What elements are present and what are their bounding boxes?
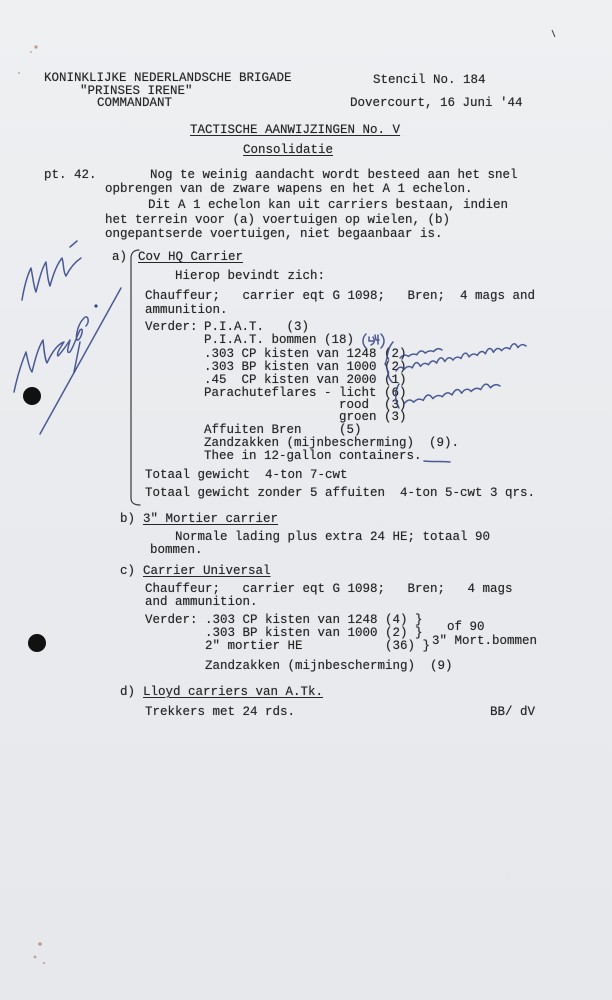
equipment-item: Thee in 12-gallon containers. — [204, 449, 422, 463]
handwritten-count-note — [363, 334, 384, 348]
bracket-note: 3" Mort.bommen — [432, 634, 538, 648]
handwritten-stroke — [424, 461, 450, 462]
section-a-heading: Cov HQ Carrier — [138, 250, 244, 264]
equipment-item: .45 CP kisten van 2000 (1) — [204, 373, 407, 387]
paper-speck — [34, 956, 37, 959]
paragraph-line: Nog te weinig aandacht wordt besteed aan het snel — [150, 168, 518, 182]
paper-speck — [18, 72, 20, 74]
section-c-crew-line: and ammunition. — [145, 595, 258, 609]
typist-initials: BB/ dV — [490, 705, 536, 719]
handwritten-margin-note — [14, 317, 88, 392]
total-weight: Totaal gewicht 4-ton 7-cwt — [145, 468, 348, 482]
section-a-lead: Hierop bevindt zich: — [175, 269, 326, 283]
section-a-crew-line: ammunition. — [145, 303, 228, 317]
equipment-item: Parachuteflares - licht (6) — [204, 386, 407, 400]
paper-speck — [38, 942, 42, 946]
section-a-bracket — [131, 250, 140, 505]
paper-speck — [34, 45, 37, 48]
section-d-heading: Lloyd carriers van A.Tk. — [143, 685, 324, 699]
paragraph-line: ongepantserde voertuigen, niet begaanbaar is. — [105, 227, 443, 241]
handwritten-margin-note — [22, 241, 81, 300]
section-a-further-label: Verder: — [145, 320, 198, 334]
stencil-number: Stencil No. 184 — [373, 73, 486, 87]
paragraph-line: het terrein voor (a) voertuigen op wielen, (b) — [105, 213, 451, 227]
paper-speck — [552, 30, 555, 37]
equipment-item: .303 BP kisten van 1000 (2) } — [205, 626, 423, 640]
equipment-item: .303 BP kisten van 1000 (2) — [204, 360, 407, 374]
section-b-body-line: bommen. — [150, 543, 203, 557]
section-c-crew-line: Chauffeur; carrier eqt G 1098; Bren; 4 mags — [145, 582, 513, 596]
section-c-heading: Carrier Universal — [143, 564, 271, 578]
handwritten-side-note — [396, 344, 526, 371]
handwritten-diagonal-stroke — [40, 288, 121, 434]
punch-hole — [28, 634, 46, 652]
handwritten-side-note — [404, 384, 500, 404]
paper-speck — [43, 962, 45, 964]
punch-hole — [23, 387, 41, 405]
equipment-item: .303 CP kisten van 1248 (2) — [204, 347, 407, 361]
section-c-letter: c) — [120, 564, 136, 578]
section-d-letter: d) — [120, 685, 136, 699]
bracket-note: of 90 — [447, 620, 485, 634]
total-weight-without-mounts: Totaal gewicht zonder 5 affuiten 4-ton 5-cwt 3 qrs. — [145, 486, 536, 500]
handwritten-dot — [94, 304, 97, 307]
equipment-item: P.I.A.T. bommen (18) — [204, 333, 355, 347]
section-b-letter: b) — [120, 512, 136, 526]
org-brigade-name: "PRINSES IRENE" — [80, 84, 193, 98]
equipment-item: .303 CP kisten van 1248 (4) } — [205, 613, 423, 627]
section-a-letter: a) — [112, 250, 128, 264]
equipment-item: Zandzakken (mijnbescherming) (9) — [205, 659, 453, 673]
org-name-line: KONINKLIJKE NEDERLANDSCHE BRIGADE — [44, 71, 292, 85]
place-date: Dovercourt, 16 Juni '44 — [350, 96, 523, 110]
section-a-crew-line: Chauffeur; carrier eqt G 1098; Bren; 4 mags and — [145, 289, 536, 303]
section-c-further-label: Verder: — [145, 613, 198, 627]
equipment-item: groen (3) — [339, 410, 407, 424]
equipment-item: Affuiten Bren (5) — [204, 423, 362, 437]
document-title: TACTISCHE AANWIJZINGEN No. V — [190, 123, 401, 137]
section-b-body-line: Normale lading plus extra 24 HE; totaal 90 — [175, 530, 491, 544]
equipment-item: P.I.A.T. (3) — [204, 320, 310, 334]
section-b-heading: 3" Mortier carrier — [143, 512, 279, 526]
section-d-body: Trekkers met 24 rds. — [145, 705, 296, 719]
org-office: COMMANDANT — [97, 96, 173, 110]
equipment-item: 2" mortier HE (36) } — [205, 639, 431, 653]
document-subtitle: Consolidatie — [243, 143, 334, 157]
equipment-item: rood (3) — [339, 398, 407, 412]
paragraph-line: opbrengen van de zware wapens en het A 1 echelon. — [105, 182, 473, 196]
paragraph-line: Dit A 1 echelon kan uit carriers bestaan, indien — [148, 198, 509, 212]
paper-speck — [30, 51, 32, 53]
point-number: pt. 42. — [44, 168, 97, 182]
equipment-item: Zandzakken (mijnbescherming) (9). — [204, 436, 460, 450]
